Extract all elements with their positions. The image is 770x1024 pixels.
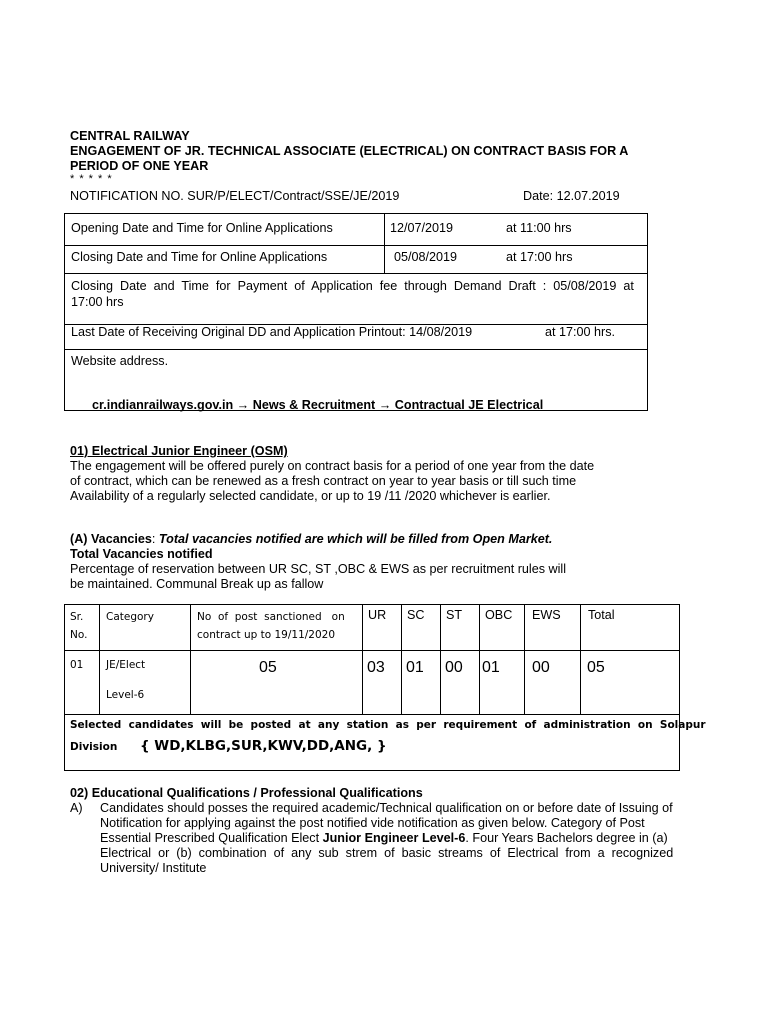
- row-sr: 01: [70, 659, 84, 671]
- notification-number: NOTIFICATION NO. SUR/P/ELECT/Contract/SSE/JE/2019: [70, 189, 400, 203]
- total-vacancies-heading: Total Vacancies notified: [70, 547, 213, 561]
- row-total: 05: [587, 659, 605, 676]
- closing-time: at 17:00 hrs: [506, 250, 573, 264]
- closing-date: 05/08/2019: [394, 250, 458, 264]
- section2-line5: University/ Institute: [100, 861, 207, 875]
- col-posts-line2: contract up to 19/11/2020: [197, 629, 336, 641]
- arrow-right-icon: →: [236, 398, 250, 412]
- section1-para-line2: of contract, which can be renewed as a fresh contract on year to year basis or till such time: [70, 474, 577, 488]
- posting-stations: { WD,KLBG,SUR,KWV,DD,ANG, }: [140, 738, 387, 754]
- org-name: CENTRAL RAILWAY: [70, 129, 190, 143]
- col-ur: UR: [368, 608, 387, 622]
- vacancies-label: (A) Vacancies: Total vacancies notified are which will be filled from Open Market.: [70, 532, 553, 546]
- reservation-para-line2: be maintained. Communal Break up as fallow: [70, 577, 324, 591]
- section2-line4: Electrical or (b) combination of any sub strem of basic streams of Electrical from a recognized: [100, 846, 674, 860]
- section1-para-line1: The engagement will be offered purely on contract basis for a period of one year from the date: [70, 459, 595, 473]
- col-category: Category: [106, 611, 154, 623]
- section2-heading: 02) Educational Qualifications / Professional Qualifications: [70, 786, 423, 800]
- last-date-time: at 17:00 hrs.: [545, 325, 616, 339]
- section2-line3: Essential Prescribed Qualification Elect Junior Engineer Level-6. Four Years Bachelors degree in (a): [100, 831, 668, 845]
- website-path: [71, 383, 543, 428]
- row-category-line2: Level-6: [106, 689, 145, 701]
- row-obc: 01: [482, 659, 500, 676]
- col-st: ST: [446, 608, 463, 622]
- col-sr-line1: Sr.: [70, 611, 84, 623]
- section1-para-line3: Availability of a regularly selected candidate, or up to 19 /11 /2020 whichever is earlier.: [70, 489, 551, 503]
- row-st: 00: [445, 659, 463, 676]
- opening-time: at 11:00 hrs: [506, 221, 572, 235]
- row-sc: 01: [406, 659, 424, 676]
- row-ur: 03: [367, 659, 385, 676]
- col-posts-line1: No of post sanctioned on: [197, 611, 345, 623]
- website-url[interactable]: cr.indianrailways.gov.in: [92, 398, 234, 412]
- col-sr-line2: No.: [70, 629, 88, 641]
- fee-closing-line2: 17:00 hrs: [71, 295, 124, 309]
- col-obc: OBC: [485, 608, 513, 622]
- row-posts: 05: [259, 659, 277, 676]
- section2-item-marker: A): [70, 801, 83, 815]
- vacancy-table: [64, 604, 706, 771]
- stars-separator: * * * * *: [70, 173, 113, 185]
- posting-note-division: Division: [70, 741, 118, 753]
- fee-closing-line1: Closing Date and Time for Payment of Application fee through Demand Draft : 05/08/2019 at: [71, 279, 634, 293]
- opening-label: Opening Date and Time for Online Applications: [71, 221, 333, 235]
- nav-news-recruitment: News & Recruitment: [249, 398, 379, 412]
- notice-title-line2: PERIOD OF ONE YEAR: [70, 159, 209, 173]
- col-total: Total: [588, 608, 615, 622]
- row-category-line1: JE/Elect: [106, 659, 146, 671]
- reservation-para-line1: Percentage of reservation between UR SC, ST ,OBC & EWS as per recruitment rules will: [70, 562, 567, 576]
- website-label: Website address.: [71, 354, 169, 368]
- nav-contractual-je: Contractual JE Electrical: [391, 398, 544, 412]
- col-ews: EWS: [532, 608, 561, 622]
- notice-title-line1: ENGAGEMENT OF JR. TECHNICAL ASSOCIATE (ELECTRICAL) ON CONTRACT BASIS FOR A: [70, 144, 629, 158]
- section1-heading: 01) Electrical Junior Engineer (OSM): [70, 444, 288, 458]
- section2-line1: Candidates should posses the required academic/Technical qualification on or before date of Issuing of: [100, 801, 673, 815]
- posting-note-line1: Selected candidates will be posted at any station as per requirement of administration on Solapur: [70, 719, 706, 731]
- notification-date: Date: 12.07.2019: [523, 189, 620, 203]
- dates-table: [64, 213, 648, 411]
- col-sc: SC: [407, 608, 425, 622]
- row-ews: 00: [532, 659, 550, 676]
- opening-date: 12/07/2019: [390, 221, 454, 235]
- closing-label: Closing Date and Time for Online Applications: [71, 250, 328, 264]
- last-date-label: Last Date of Receiving Original DD and Application Printout: 14/08/2019: [71, 325, 473, 339]
- arrow-right-icon: →: [378, 398, 392, 412]
- section2-line2: Notification for applying against the post notified vide notification as given below. Category of Post: [100, 816, 645, 830]
